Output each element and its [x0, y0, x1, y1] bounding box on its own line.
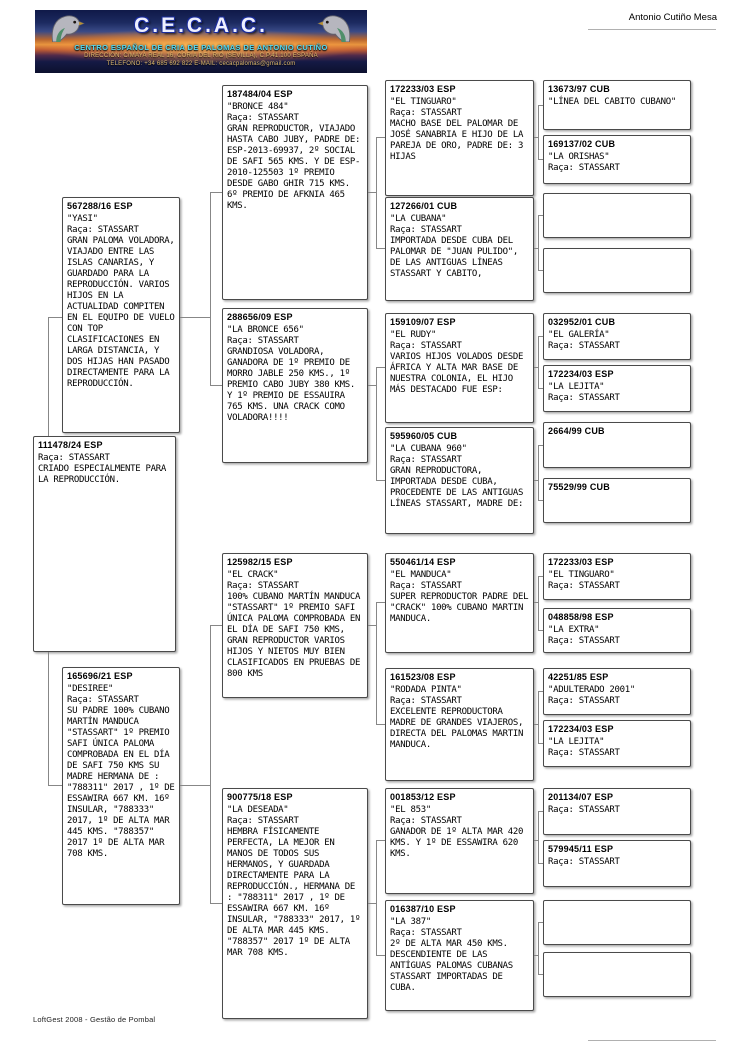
pedigree-connector [368, 192, 376, 193]
pigeon-notes: GRAN REPRODUCTORA, IMPORTADA DESDE CUBA, PROCEDENTE DE LAS ANTIGUAS LÍNEAS STASSART, MADRE DE: [390, 466, 524, 509]
pedigree-box-empty-2 [543, 248, 691, 293]
pigeon-breed: Raça: STASSART [227, 113, 299, 123]
pigeon-breed: Raça: STASSART [390, 225, 462, 235]
pedigree-connector [48, 785, 62, 786]
pedigree-connector [538, 811, 539, 863]
pedigree-box-127266-01 [385, 197, 534, 301]
ring-number: 165696/21 ESP [67, 671, 133, 681]
pedigree-connector [376, 724, 385, 725]
pigeon-breed: Raça: STASSART [548, 805, 620, 815]
pedigree-connector [538, 159, 543, 160]
club-name: CENTRO ESPAÑOL DE CRIA DE PALOMAS DE ANTONIO CUTIÑO [74, 43, 328, 52]
pigeon-breed: Raça: STASSART [227, 581, 299, 591]
ring-number: 032952/01 CUB [548, 317, 616, 327]
pedigree-box-016387-10 [385, 900, 534, 1011]
pedigree-connector [210, 625, 222, 626]
pigeon-breed: Raça: STASSART [390, 816, 462, 826]
pedigree-connector [368, 903, 376, 904]
pedigree-box-75529-99 [543, 478, 691, 523]
pigeon-breed: Raça: STASSART [227, 336, 299, 346]
ring-number: 111478/24 ESP [38, 440, 103, 450]
pedigree-connector [538, 863, 543, 864]
pedigree-connector [538, 922, 543, 923]
pigeon-breed: Raça: STASSART [548, 581, 620, 591]
pedigree-connector [538, 336, 539, 388]
pigeon-breed: Raça: STASSART [390, 108, 462, 118]
pigeon-name: "EL CRACK" [227, 570, 279, 580]
pigeon-breed: Raça: STASSART [548, 696, 620, 706]
pigeon-breed: Raça: STASSART [390, 696, 462, 706]
pedigree-connector [538, 336, 543, 337]
pedigree-connector [210, 192, 222, 193]
club-address: DIRECCIÓN: C/MAYA REAL 16, CORIA DEL RIO (SEVILLA), C.P.41.100 ESPAÑA [84, 53, 318, 59]
pigeon-name: "LA LEJITA" [548, 382, 605, 392]
pedigree-connector [376, 840, 385, 841]
ring-number: 579945/11 ESP [548, 844, 614, 854]
pigeon-breed: Raça: STASSART [548, 393, 620, 403]
pedigree-box-550461-14 [385, 553, 534, 653]
pedigree-box-13673-97 [543, 80, 691, 130]
pedigree-connector [376, 840, 377, 955]
pedigree-connector [538, 922, 539, 974]
pedigree-box-161523-08 [385, 668, 534, 781]
pedigree-connector [538, 576, 543, 577]
pedigree-connector [210, 385, 222, 386]
pigeon-name: "DESIREE" [67, 684, 114, 694]
banner-title-row [35, 10, 367, 42]
pigeon-breed: Raça: STASSART [390, 341, 462, 351]
pedigree-connector [538, 270, 543, 271]
pedigree-connector [210, 903, 222, 904]
pedigree-box-172233-03-a [385, 80, 534, 196]
pedigree-box-048858-98 [543, 608, 691, 653]
ring-number: 159109/07 ESP [390, 317, 456, 327]
ring-number: 172234/03 ESP [548, 724, 614, 734]
pedigree-connector [538, 691, 539, 743]
pigeon-breed: Raça: STASSART [548, 857, 620, 867]
pigeon-name: "LA LEJITA" [548, 737, 605, 747]
pigeon-notes: MACHO BASE DEL PALOMAR DE JOSÉ SANABRIA E HIJO DE LA PAREJA DE ORO, PADRE DE: 3 HIJAS [390, 119, 524, 162]
pedigree-connector [376, 955, 385, 956]
pigeon-name: "EL GALERÍA" [548, 330, 610, 340]
pigeon-name: "EL TINGUARO" [548, 570, 615, 580]
pedigree-connector [538, 974, 543, 975]
pigeon-breed: Raça: STASSART [390, 455, 462, 465]
pedigree-connector [376, 480, 385, 481]
ring-number: 127266/01 CUB [390, 201, 458, 211]
pedigree-box-111478-24-subject [33, 436, 176, 652]
ring-number: 2664/99 CUB [548, 426, 605, 436]
ring-number: 172234/03 ESP [548, 369, 614, 379]
header-rule [588, 29, 716, 30]
pigeon-breed: Raça: STASSART [548, 341, 620, 351]
pigeon-name: "RODADA PINTA" [390, 685, 462, 695]
pigeon-name: "LA DESEADA" [227, 805, 289, 815]
pedigree-box-288656-09 [222, 308, 368, 463]
pigeon-breed: Raça: STASSART [67, 225, 139, 235]
pigeon-breed: Raça: STASSART [38, 453, 110, 463]
pedigree-box-172234-03-b [543, 720, 691, 767]
pedigree-connector [538, 811, 543, 812]
ring-number: 172233/03 ESP [390, 84, 456, 94]
ring-number: 169137/02 CUB [548, 139, 616, 149]
pedigree-connector [538, 105, 539, 159]
pigeon-name: "LA CUBANA" [390, 214, 447, 224]
pigeon-notes: HEMBRA FÍSICAMENTE PERFECTA, LA MEJOR EN MANOS DE TODOS SUS HERMANOS, Y GUARDADA DIRECTAMENTE PARA LA REPRODUCCIÓN., HERMANA DE : "788311" 2017 , 1º DE ESSAWIRA 667 KM. 16º INSULAR, "788333" 2017, 1º DE ALTA MAR 445 KMS. "788357" 2017 1º DE ALTA MAR 708 KMS. [227, 827, 361, 958]
pigeon-notes: IMPORTADA DESDE CUBA DEL PALOMAR DE "JUAN PULIDO", DE LAS ANTIGUAS LÍNEAS STASSART Y CABITO, [390, 236, 518, 279]
ring-number: 172233/03 ESP [548, 557, 614, 567]
pigeon-name: "LÍNEA DEL CABITO CUBANO" [548, 97, 676, 107]
pigeon-breed: Raça: STASSART [548, 748, 620, 758]
club-acronym: C.E.C.A.C. [134, 14, 268, 37]
pedigree-box-125982-15 [222, 553, 368, 698]
pedigree-connector [210, 192, 211, 385]
pigeon-breed: Raça: STASSART [390, 581, 462, 591]
pedigree-connector [538, 215, 543, 216]
pedigree-connector [48, 317, 49, 436]
pigeon-breed: Raça: STASSART [548, 636, 620, 646]
pigeon-logo-left-icon [45, 12, 85, 47]
ring-number: 201134/07 ESP [548, 792, 614, 802]
pedigree-box-2664-99 [543, 422, 691, 468]
pigeon-logo-right-icon [317, 12, 357, 47]
pedigree-connector [48, 652, 49, 785]
pedigree-connector [376, 137, 377, 248]
pedigree-connector [180, 785, 210, 786]
pigeon-name: "YASI" [67, 214, 98, 224]
pedigree-connector [538, 445, 539, 500]
pigeon-notes: EXCELENTE REPRODUCTORA MADRE DE GRANDES VIAJEROS, DIRECTA DEL PALOMAS MARTIN MANDUCA. [390, 707, 524, 750]
club-contact: TELEFONO: +34 685 692 822 E-MAIL: cecacpalomas@gmail.com [106, 61, 296, 67]
pigeon-name: "ADULTERADO 2001" [548, 685, 636, 695]
pedigree-box-empty-4 [543, 952, 691, 997]
ring-number: 75529/99 CUB [548, 482, 610, 492]
ring-number: 187484/04 ESP [227, 89, 293, 99]
pigeon-name: "LA CUBANA 960" [390, 444, 467, 454]
pedigree-box-900775-18 [222, 788, 368, 1019]
pigeon-breed: Raça: STASSART [390, 928, 462, 938]
pedigree-box-595960-05 [385, 427, 534, 534]
ring-number: 288656/09 ESP [227, 312, 293, 322]
ring-number: 125982/15 ESP [227, 557, 293, 567]
pedigree-box-169137-02 [543, 135, 691, 184]
pedigree-connector [538, 630, 543, 631]
pedigree-box-165696-21 [62, 667, 180, 905]
owner-name: Antonio Cutiño Mesa [628, 12, 717, 23]
ring-number: 42251/85 ESP [548, 672, 609, 682]
ring-number: 550461/14 ESP [390, 557, 456, 567]
ring-number: 567288/16 ESP [67, 201, 133, 211]
pedigree-connector [376, 367, 385, 368]
pedigree-connector [368, 385, 376, 386]
pedigree-box-201134-07 [543, 788, 691, 835]
pigeon-breed: Raça: STASSART [227, 816, 299, 826]
pedigree-connector [376, 248, 385, 249]
pigeon-notes: GRAN REPRODUCTOR, VIAJADO HASTA CABO JUBY, PADRE DE: ESP-2013-69937, 2º SOCIAL DE SAFI 565 KMS. Y DE ESP-2010-125503 1º PREMIO DESDE GABO GHIR 715 KMS. 6º PREMIO DE AFKNIA 465 KMS. [227, 124, 361, 211]
ring-number: 161523/08 ESP [390, 672, 456, 682]
pedigree-connector [180, 317, 210, 318]
ring-number: 13673/97 CUB [548, 84, 610, 94]
pigeon-notes: SU PADRE 100% CUBANO MARTÍN MANDUCA "STASSART" 1º PREMIO SAFI ÚNICA PALOMA COMPROBADA EN EL DÍA DE SAFI 750 KMS SU MADRE HERMANA DE : "788311" 2017 , 1º DE ESSAWIRA 667 KM. 16º INSULAR, "788333" 2017, 1º DE ALTA MAR 445 KMS. "788357" 2017 1º DE ALTA MAR 708 KMS. [67, 706, 175, 859]
pigeon-notes: 100% CUBANO MARTÍN MANDUCA "STASSART" 1º PREMIO SAFI ÚNICA PALOMA COMPROBADA EN EL DÍA DE SAFI 750 KMS, GRAN REPRODUCTOR VARIOS HIJOS Y NIETOS MUY BIEN CLASIFICADOS EN PRUEBAS DE 800 KMS [227, 592, 361, 679]
pedigree-box-567288-16 [62, 197, 180, 433]
ring-number: 900775/18 ESP [227, 792, 293, 802]
pigeon-notes: VARIOS HIJOS VOLADOS DESDE ÁFRICA Y ALTA MAR BASE DE NUESTRA COLONIA, EL HIJO MÁS DESTACADO FUE ESP: [390, 352, 524, 395]
pedigree-connector [376, 602, 377, 724]
ring-number: 001853/12 ESP [390, 792, 456, 802]
pedigree-box-579945-11 [543, 840, 691, 887]
pigeon-name: "EL 853" [390, 805, 431, 815]
footer-rule [588, 1040, 716, 1041]
ring-number: 016387/10 ESP [390, 904, 456, 914]
pedigree-connector [538, 215, 539, 270]
pedigree-box-172234-03-a [543, 365, 691, 412]
pedigree-connector [538, 500, 543, 501]
pigeon-name: "LA ORISHAS" [548, 152, 610, 162]
pedigree-connector [538, 445, 543, 446]
pigeon-notes: 2º DE ALTA MAR 450 KMS. DESCENDIENTE DE LAS ANTÍGUAS PALOMAS CUBANAS STASSART IMPORTADAS DE CUBA. [390, 939, 513, 993]
pigeon-name: "EL MANDUCA" [390, 570, 452, 580]
pedigree-connector [538, 388, 543, 389]
pigeon-name: "LA BRONCE 656" [227, 325, 304, 335]
pedigree-box-187484-04 [222, 85, 368, 300]
pigeon-name: "LA EXTRA" [548, 625, 600, 635]
pedigree-box-42251-85 [543, 668, 691, 715]
pigeon-breed: Raça: STASSART [548, 163, 620, 173]
pedigree-box-001853-12 [385, 788, 534, 894]
pedigree-connector [368, 625, 376, 626]
pigeon-notes: SUPER REPRODUCTOR PADRE DEL "CRACK" 100% CUBANO MARTIN MANDUCA. [390, 592, 529, 624]
pigeon-notes: CRIADO ESPECIALMENTE PARA LA REPRODUCCIÓN. [38, 464, 166, 485]
pigeon-name: "BRONCE 484" [227, 102, 289, 112]
pigeon-name: "LA 387" [390, 917, 431, 927]
pedigree-connector [376, 602, 385, 603]
pedigree-connector [376, 367, 377, 480]
ring-number: 048858/98 ESP [548, 612, 614, 622]
pedigree-box-172233-03-b [543, 553, 691, 600]
software-credit: LoftGest 2008 - Gestão de Pombal [33, 1015, 156, 1024]
pedigree-connector [538, 576, 539, 630]
pedigree-connector [210, 625, 211, 903]
pedigree-box-empty-3 [543, 900, 691, 945]
pedigree-connector [376, 137, 385, 138]
pigeon-breed: Raça: STASSART [67, 695, 139, 705]
pigeon-notes: GRAN PALOMA VOLADORA, VIAJADO ENTRE LAS ISLAS CANARIAS, Y GUARDADO PARA LA REPRODUCCIÓN. VARIOS HIJOS EN LA ACTUALIDAD COMPITEN EN EL EQUIPO DE VUELO CON TOP CLASIFICACIONES EN LARGA DISTANCIA, Y DOS HIJAS HAN PASADO DIRECTAMENTE PARA LA REPRODUCCIÓN. [67, 236, 175, 389]
pedigree-box-032952-01 [543, 313, 691, 360]
ring-number: 595960/05 CUB [390, 431, 458, 441]
pedigree-box-159109-07 [385, 313, 534, 423]
pedigree-connector [48, 317, 62, 318]
pedigree-connector [538, 105, 543, 106]
pedigree-connector [538, 743, 543, 744]
pedigree-connector [538, 691, 543, 692]
pigeon-name: "EL TINGUARO" [390, 97, 457, 107]
pigeon-name: "EL RUDY" [390, 330, 437, 340]
club-banner [35, 10, 367, 73]
pigeon-notes: GANADOR DE 1º ALTA MAR 420 KMS. Y 1º DE ESSAWIRA 620 KMS. [390, 827, 524, 859]
pigeon-notes: GRANDIOSA VOLADORA, GANADORA DE 1º PREMIO DE MORRO JABLE 250 KMS., 1º PREMIO CABO JUBY 380 KMS. Y 1º PREMIO DE ESSAUIRA 765 KMS. UNA CRACK COMO VOLADORA!!!! [227, 347, 355, 423]
pedigree-box-empty-1 [543, 193, 691, 238]
